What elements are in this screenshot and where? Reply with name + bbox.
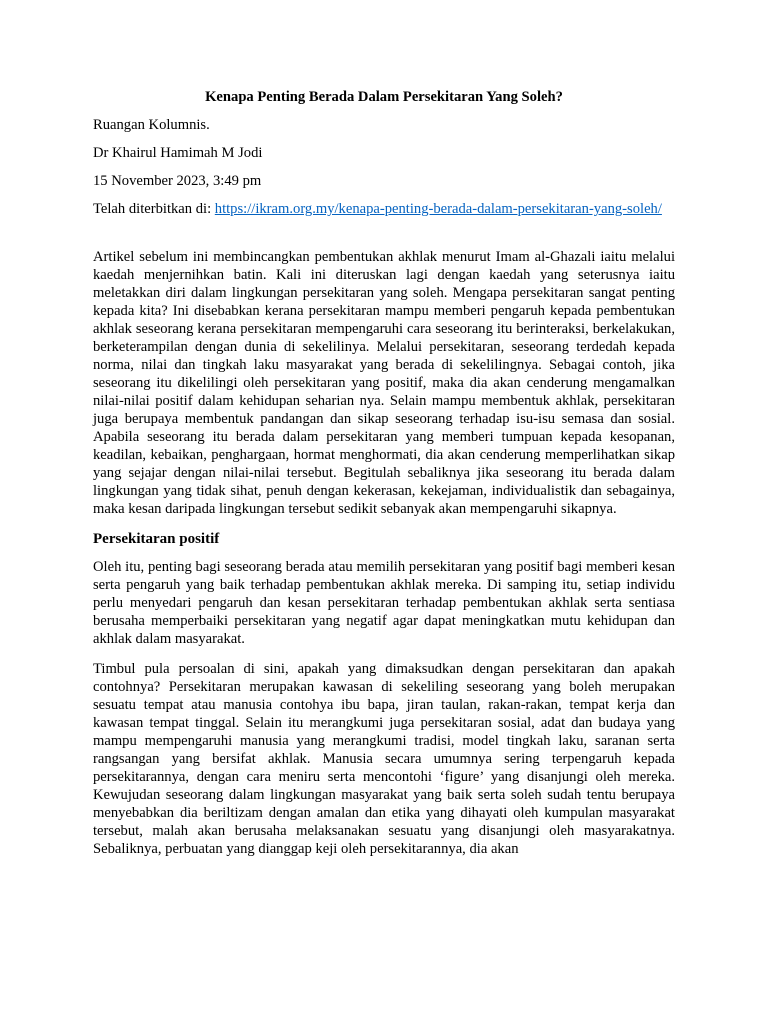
published-link[interactable]: https://ikram.org.my/kenapa-penting-berada-dalam-persekitaran-yang-soleh/	[214, 201, 662, 217]
article-title: Kenapa Penting Berada Dalam Persekitaran Yang Soleh?	[205, 89, 563, 105]
document-page	[93, 88, 675, 870]
paragraph-intro: Artikel sebelum ini membincangkan pembentukan akhlak menurut Imam al-Ghazali iaitu melalui kaedah menjernihkan batin. Kali ini diteruskan lagi dengan kaedah yang seterusnya iaitu meletakkan diri dalam lingkungan persekitaran yang soleh. Mengapa persekitaran sangat penting kepada kita? Ini disebabkan kerana persekitaran mampu memberi pengaruh kepada pembentukan akhlak seseorang kerana persekitaran mempengaruhi cara seseorang itu berinteraksi, berkelakukan, berketerampilan dengan dunia di sekelilinya. Melalui persekitaran, seseorang terdedah kepada norma, nilai dan tingkah laku masyarakat yang berada di sekelilingnya. Sebagai contoh, jika seseorang itu dikelilingi oleh persekitaran yang positif, maka dia akan cenderung mengamalkan nilai-nilai positif dalam kehidupan seharian nya. Selain mampu membentuk akhlak, persekitaran juga berupaya membentuk pandangan dan sikap seseorang terhadap isu-isu semasa dan sosial. Apabila seseorang itu berada dalam persekitaran yang memberi tumpuan kepada kesopanan, keadilan, kebaikan, penghargaan, hormat menghormati, dia akan cenderung memperlihatkan sikap yang sejajar dengan nilai-nilai tersebut. Begitulah sebaliknya jika seseorang itu berada dalam lingkungan yang tidak sihat, penuh dengan kekerasan, kekejaman, individualistik dan sebagainya, maka kesan daripada lingkungan tersebut sedikit sebanyak akan mempengaruhi sikapnya.	[93, 249, 675, 517]
published-line	[93, 200, 675, 218]
published-label: Telah diterbitkan di:	[93, 201, 212, 217]
paragraph-definition: Timbul pula persoalan di sini, apakah yang dimaksudkan dengan persekitaran dan apakah contohnya? Persekitaran merupakan kawasan di sekeliling seseorang yang boleh merupakan sesuatu tempat atau manusia contohya ibu bapa, jiran taulan, rakan-rakan, tempat kerja dan kawasan tempat tinggal. Selain itu merangkumi juga persekitaran sosial, adat dan budaya yang mampu mempengaruhi manusia yang merangkumi tradisi, model tingkah laku, saranan serta rangsangan yang bersifat akhlak. Manusia secara umumnya sering terpengaruh kepada persekitarannya, dengan cara meniru serta mencontohi ‘figure’ yang disanjungi oleh mereka. Kewujudan seseorang dalam lingkungan masyarakat yang baik serta soleh sudah tentu berupaya menyebabkan dia beriltizam dengan amalan dan etika yang dihayati oleh kumpulan masyarakat tersebut, malah akan berusaha melaksanakan sesuatu yang disanjungi oleh masyarakatnya. Sebaliknya, perbuatan yang dianggap keji oleh persekitarannya, dia akan	[93, 661, 675, 857]
publish-date: 15 November 2023, 3:49 pm	[93, 173, 262, 189]
author-name: Dr Khairul Hamimah M Jodi	[93, 145, 263, 161]
section-heading-positive: Persekitaran positif	[93, 531, 220, 547]
column-label: Ruangan Kolumnis.	[93, 117, 210, 133]
paragraph-positive: Oleh itu, penting bagi seseorang berada atau memilih persekitaran yang positif bagi memberi kesan serta pengaruh yang baik terhadap pembentukan akhlak mereka. Di samping itu, setiap individu perlu menyedari pengaruh dan kesan persekitaran terhadap pembentukan akhlak serta sentiasa berusaha memperbaiki persekitaran yang negatif agar dapat meningkatkan mutu kehidupan dan akhlak dalam masyarakat.	[93, 559, 675, 647]
